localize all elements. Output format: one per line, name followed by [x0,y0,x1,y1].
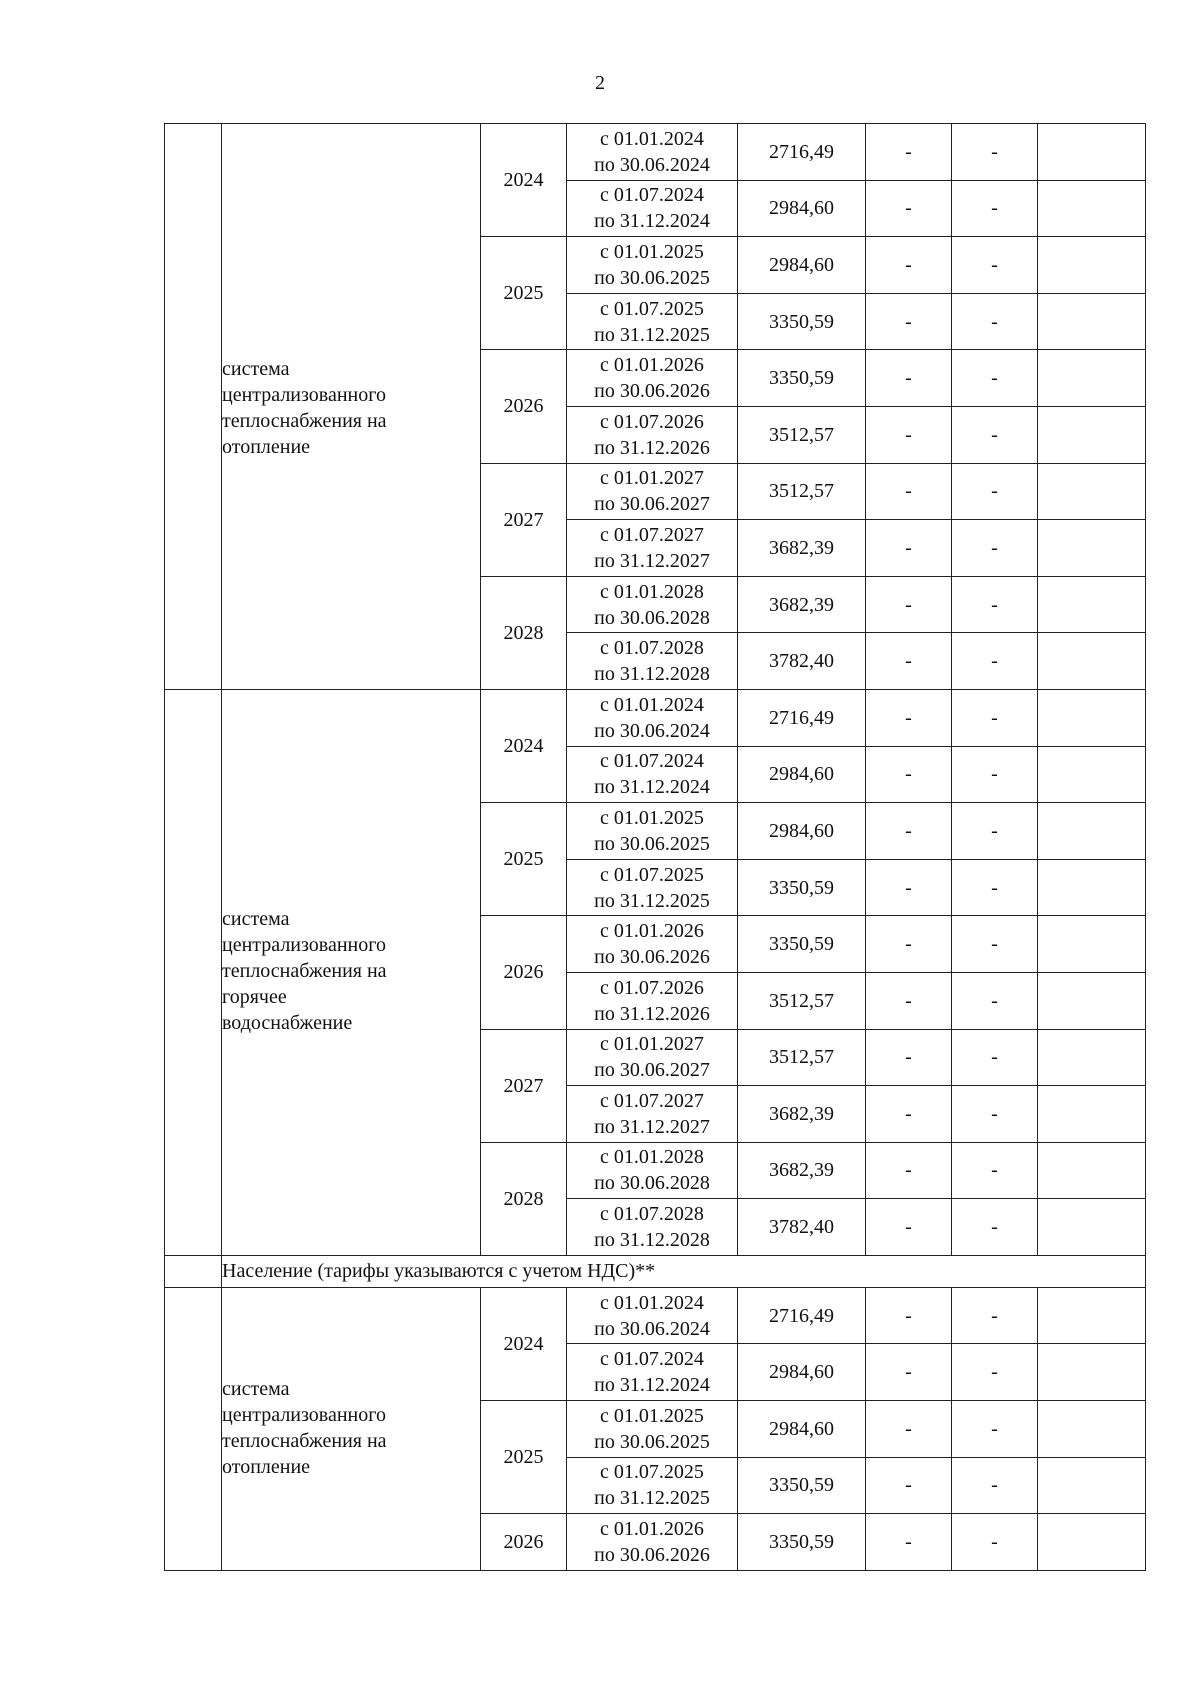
period-cell [567,1514,738,1571]
period-cell [567,520,738,577]
page-number: 2 [595,72,605,94]
service-name-line: отопление [222,1455,311,1478]
index-cell [165,689,222,1255]
period-to: по 31.12.2024 [594,776,710,799]
tariff-value: 2984,60 [738,180,866,237]
dash-cell: - [866,859,952,916]
service-name-line: горячее [222,985,287,1008]
tariff-value: 3682,39 [738,1142,866,1199]
period-cell [567,689,738,746]
period-from: с 01.07.2027 [600,1089,704,1112]
year-cell: 2026 [481,1514,567,1571]
year-cell: 2027 [481,1029,567,1142]
period-from: с 01.07.2025 [600,1461,704,1484]
service-name-line: централизованного [222,384,386,406]
dash-cell: - [952,1029,1038,1086]
empty-cell [1038,180,1146,237]
tariff-value: 3682,39 [738,576,866,633]
period-cell [567,1457,738,1514]
empty-cell [1038,746,1146,803]
dash-cell: - [866,293,952,350]
tariff-value: 3682,39 [738,1086,866,1143]
period-to: по 31.12.2028 [594,663,710,686]
period-from: с 01.07.2024 [600,184,704,207]
dash-cell: - [952,1514,1038,1571]
period-from: с 01.01.2028 [600,1146,704,1169]
period-cell [567,746,738,803]
period-from: с 01.07.2024 [600,1348,704,1371]
empty-cell [1038,293,1146,350]
year-cell: 2025 [481,803,567,916]
period-cell [567,180,738,237]
empty-cell [1038,1142,1146,1199]
period-to: по 31.12.2025 [594,1487,710,1510]
period-cell [567,293,738,350]
period-cell [567,859,738,916]
period-from: с 01.01.2024 [600,1291,704,1314]
dash-cell: - [866,1401,952,1458]
period-from: с 01.07.2028 [600,1203,704,1226]
table-row [165,689,1146,746]
service-name-line: централизованного [222,1403,386,1426]
dash-cell: - [952,803,1038,860]
period-to: по 31.12.2025 [594,323,710,346]
tariff-table-body [165,124,1146,1571]
dash-cell: - [952,406,1038,463]
service-name-line: водоснабжение [222,1011,353,1034]
period-to: по 30.06.2024 [594,1317,710,1340]
period-to: по 31.12.2028 [594,1229,710,1252]
section-header: Население (тарифы указываются с учетом НДС)** [222,1255,1146,1287]
dash-cell: - [952,633,1038,690]
empty-cell [1038,1029,1146,1086]
year-cell: 2027 [481,463,567,576]
dash-cell: - [952,1457,1038,1514]
dash-cell: - [952,1287,1038,1344]
period-cell [567,1086,738,1143]
period-cell [567,1401,738,1458]
tariff-value: 3350,59 [738,859,866,916]
service-name-cell [222,689,481,1255]
service-name-line: теплоснабжения на [222,410,387,432]
empty-cell [1038,803,1146,860]
tariff-value: 3350,59 [738,1457,866,1514]
dash-cell: - [952,1401,1038,1458]
table-row [165,124,1146,181]
empty-cell [1038,520,1146,577]
period-from: с 01.01.2024 [600,127,704,150]
period-to: по 31.12.2024 [594,1374,710,1397]
empty-cell [1038,463,1146,520]
tariff-value: 3782,40 [738,1199,866,1256]
period-to: по 30.06.2028 [594,1172,710,1195]
period-from: с 01.07.2026 [600,976,704,999]
period-from: с 01.01.2027 [600,467,704,490]
empty-cell [1038,972,1146,1029]
dash-cell: - [866,633,952,690]
period-from: с 01.07.2027 [600,523,704,546]
service-name-cell [222,124,481,690]
service-name-line: теплоснабжения на [222,1429,387,1452]
period-cell [567,1199,738,1256]
empty-cell [1038,576,1146,633]
year-cell: 2028 [481,1142,567,1255]
tariff-value: 3350,59 [738,293,866,350]
dash-cell: - [952,237,1038,294]
service-name-line: централизованного [222,933,386,956]
period-from: с 01.07.2025 [600,297,704,320]
index-cell [165,1287,222,1570]
dash-cell: - [866,180,952,237]
empty-cell [1038,1457,1146,1514]
dash-cell: - [952,180,1038,237]
period-to: по 31.12.2026 [594,436,710,459]
period-cell [567,803,738,860]
service-name-line: отопление [222,436,311,458]
period-cell [567,1029,738,1086]
dash-cell: - [866,237,952,294]
dash-cell: - [952,463,1038,520]
dash-cell: - [866,1344,952,1401]
empty-cell [1038,1344,1146,1401]
dash-cell: - [866,350,952,407]
tariff-value: 3350,59 [738,1514,866,1571]
period-from: с 01.01.2025 [600,1404,704,1427]
dash-cell: - [952,689,1038,746]
period-to: по 30.06.2026 [594,1544,710,1567]
period-to: по 30.06.2026 [594,380,710,403]
dash-cell: - [866,463,952,520]
year-cell: 2024 [481,1287,567,1400]
service-name-cell [222,1287,481,1570]
period-cell [567,1142,738,1199]
period-from: с 01.01.2024 [600,693,704,716]
period-cell [567,350,738,407]
empty-cell [1038,1514,1146,1571]
dash-cell: - [952,1199,1038,1256]
dash-cell: - [952,746,1038,803]
year-cell: 2024 [481,124,567,237]
dash-cell: - [952,1142,1038,1199]
service-name-line: система [222,1377,290,1400]
period-cell [567,576,738,633]
period-cell [567,1344,738,1401]
tariff-value: 2984,60 [738,1401,866,1458]
tariff-value: 3350,59 [738,916,866,973]
empty-cell [1038,1086,1146,1143]
index-cell [165,124,222,690]
dash-cell: - [952,350,1038,407]
year-cell: 2026 [481,916,567,1029]
dash-cell: - [952,124,1038,181]
year-cell: 2026 [481,350,567,463]
dash-cell: - [866,520,952,577]
period-from: с 01.01.2026 [600,920,704,943]
dash-cell: - [866,746,952,803]
dash-cell: - [866,1199,952,1256]
empty-cell [1038,1199,1146,1256]
period-to: по 31.12.2027 [594,1115,710,1138]
period-cell [567,406,738,463]
dash-cell: - [866,1514,952,1571]
period-to: по 31.12.2026 [594,1002,710,1025]
service-name-line: система [222,358,290,380]
dash-cell: - [866,124,952,181]
period-from: с 01.07.2024 [600,750,704,773]
tariff-table [164,123,1146,1571]
tariff-value: 2984,60 [738,1344,866,1401]
empty-cell [1038,124,1146,181]
period-to: по 30.06.2025 [594,1430,710,1453]
tariff-value: 3512,57 [738,1029,866,1086]
dash-cell: - [866,689,952,746]
period-to: по 31.12.2024 [594,210,710,233]
dash-cell: - [866,1457,952,1514]
year-cell: 2025 [481,237,567,350]
period-from: с 01.07.2026 [600,410,704,433]
empty-cell [1038,1401,1146,1458]
dash-cell: - [866,1029,952,1086]
period-from: с 01.01.2025 [600,240,704,263]
tariff-value: 3512,57 [738,463,866,520]
period-cell [567,1287,738,1344]
period-to: по 30.06.2025 [594,266,710,289]
period-from: с 01.01.2026 [600,1518,704,1541]
dash-cell: - [866,972,952,1029]
period-from: с 01.01.2027 [600,1033,704,1056]
period-cell [567,124,738,181]
dash-cell: - [866,576,952,633]
section-header-row [165,1255,1146,1287]
period-to: по 30.06.2028 [594,606,710,629]
dash-cell: - [866,916,952,973]
dash-cell: - [952,520,1038,577]
empty-cell [1038,859,1146,916]
period-from: с 01.07.2028 [600,637,704,660]
tariff-value: 2984,60 [738,746,866,803]
empty-cell [1038,406,1146,463]
year-cell: 2025 [481,1401,567,1514]
empty-cell [1038,633,1146,690]
dash-cell: - [952,1086,1038,1143]
period-from: с 01.07.2025 [600,863,704,886]
period-to: по 30.06.2024 [594,719,710,742]
dash-cell: - [866,406,952,463]
tariff-value: 2984,60 [738,803,866,860]
period-cell [567,972,738,1029]
period-to: по 31.12.2025 [594,889,710,912]
period-cell [567,463,738,520]
empty-cell [1038,350,1146,407]
index-cell [165,1255,222,1287]
period-to: по 30.06.2025 [594,832,710,855]
period-from: с 01.01.2028 [600,580,704,603]
dash-cell: - [952,916,1038,973]
tariff-value: 3350,59 [738,350,866,407]
empty-cell [1038,1287,1146,1344]
service-name-line: система [222,907,290,930]
period-cell [567,237,738,294]
dash-cell: - [866,1142,952,1199]
tariff-value: 2716,49 [738,1287,866,1344]
period-to: по 30.06.2027 [594,493,710,516]
dash-cell: - [952,1344,1038,1401]
period-to: по 31.12.2027 [594,549,710,572]
table-row [165,1287,1146,1344]
dash-cell: - [866,803,952,860]
dash-cell: - [866,1086,952,1143]
period-cell [567,916,738,973]
service-name-line: теплоснабжения на [222,959,387,982]
tariff-value: 2984,60 [738,237,866,294]
dash-cell: - [952,859,1038,916]
tariff-value: 3512,57 [738,406,866,463]
dash-cell: - [866,1287,952,1344]
dash-cell: - [952,972,1038,1029]
period-to: по 30.06.2027 [594,1059,710,1082]
empty-cell [1038,916,1146,973]
empty-cell [1038,237,1146,294]
dash-cell: - [952,576,1038,633]
empty-cell [1038,689,1146,746]
tariff-value: 3782,40 [738,633,866,690]
year-cell: 2024 [481,689,567,802]
period-to: по 30.06.2026 [594,946,710,969]
period-to: по 30.06.2024 [594,153,710,176]
dash-cell: - [952,293,1038,350]
year-cell: 2028 [481,576,567,689]
tariff-value: 3682,39 [738,520,866,577]
period-cell [567,633,738,690]
period-from: с 01.01.2025 [600,806,704,829]
tariff-value: 2716,49 [738,124,866,181]
tariff-value: 2716,49 [738,689,866,746]
period-from: с 01.01.2026 [600,354,704,377]
tariff-value: 3512,57 [738,972,866,1029]
